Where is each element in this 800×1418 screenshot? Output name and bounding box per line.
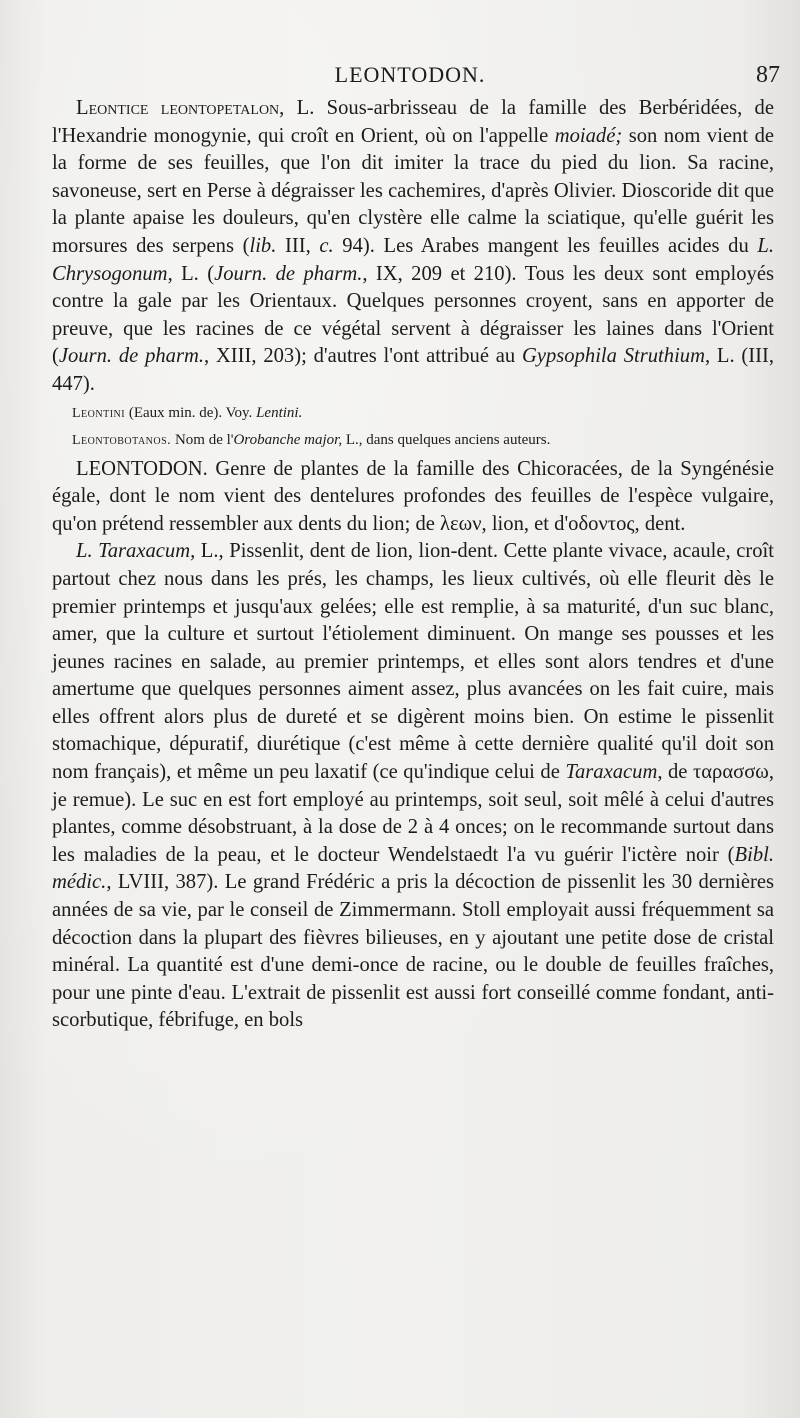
running-head: LEONTODON.	[334, 62, 486, 87]
page-header	[40, 62, 780, 92]
entry-term: L. Taraxacum,	[76, 540, 196, 563]
body-text	[52, 95, 774, 1035]
page-number: 87	[756, 62, 780, 88]
entry-term: Leontice leontopetalon	[76, 97, 280, 119]
entry-term: Leontobotanos.	[72, 432, 172, 448]
entry-taraxacum: L. Taraxacum, L., Pissenlit, dent de lion, lion-dent. Cette plante vivace, acaule, croît partout chez nous dans les prés, les champs, les lieux cultivés, où elle fleurit dès le premier printemps et jusqu'aux gelées; elle est remplie, à sa maturité, d'un suc blanc, amer, que la culture et surtout l'étiolement diminuent. On mange ses pousses et les jeunes racines en salade, au premier printemps, et elles sont alors tendres et d'une amertume que quelques personnes aiment assez, plus avancées on les fait cuire, mais elles offrent alors plus de dureté et se digèrent moins bien. On estime le pissenlit stomachique, dépuratif, diurétique (c'est même à cette dernière qualité qu'il doit son nom français), et même un peu laxatif (ce qu'indique celui de Taraxacum, de ταρασσω, je remue). Le suc en est fort employé au printemps, soit seul, soit mêlé à celui d'autres plantes, comme désobstruant, à la dose de 2 à 4 onces; on le recommande surtout dans les maladies de la peau, et le docteur Wendelstaedt l'a vu guérir l'ictère noir (Bibl. médic., LVIII, 387). Le grand Frédéric a pris la décoction de pissenlit les 30 dernières années de sa vie, par le conseil de Zimmermann. Stoll employait aussi fréquemment sa décoction dans la plupart des fièvres bilieuses, en y ajoutant une petite dose de cristal minéral. La quantité est d'une demi-once de racine, ou le double de feuilles fraîches, pour une pinte d'eau. L'extrait de pissenlit est aussi fort conseillé comme fondant, anti-scorbutique, fébrifuge, en bols	[52, 540, 775, 1032]
entry-leontini: Leontini (Eaux min. de). Voy. Lentini.	[72, 404, 303, 421]
entry-leontice: Leontice leontopetalon, L. Sous-arbrisseau de la famille des Berbéridées, de l'Hexandrie monogynie, qui croît en Orient, où on l'appelle moiadé; son nom vient de la forme de ses feuilles, que l'on dit imiter la trace du pied du lion. Sa racine, savoneuse, sert en Perse à dégraisser les cachemires, d'après Olivier. Dioscoride dit que la plante apaise les douleurs, qu'en clystère elle calme la sciatique, qu'elle guérit les morsures des serpens (lib. III, c. 94). Les Arabes mangent les feuilles acides du L. Chrysogonum, L. (Journ. de pharm., IX, 209 et 210). Tous les deux sont employés contre la gale par les Orientaux. Quelques personnes croyent, sans en apporter de preuve, que les racines de ce végétal servent à dégraisser les laines dans l'Orient (Journ. de pharm., XIII, 203); d'autres l'ont attribué au Gypsophila Struthium, L. (III, 447).	[52, 97, 775, 395]
entry-term: LEONTODON.	[76, 457, 208, 480]
entry-term: Leontini	[72, 405, 126, 421]
entry-leontobotanos: Leontobotanos. Nom de l'Orobanche major, L., dans quelques anciens auteurs.	[72, 431, 551, 448]
entry-leontodon: LEONTODON. Genre de plantes de la famille des Chicoracées, de la Syngénésie égale, dont le nom vient des dentelures profondes des feuilles de l'espèce vulgaire, qu'on prétend ressembler aux dents du lion; de λεων, lion, et d'οδοντος, dent.	[52, 457, 774, 535]
